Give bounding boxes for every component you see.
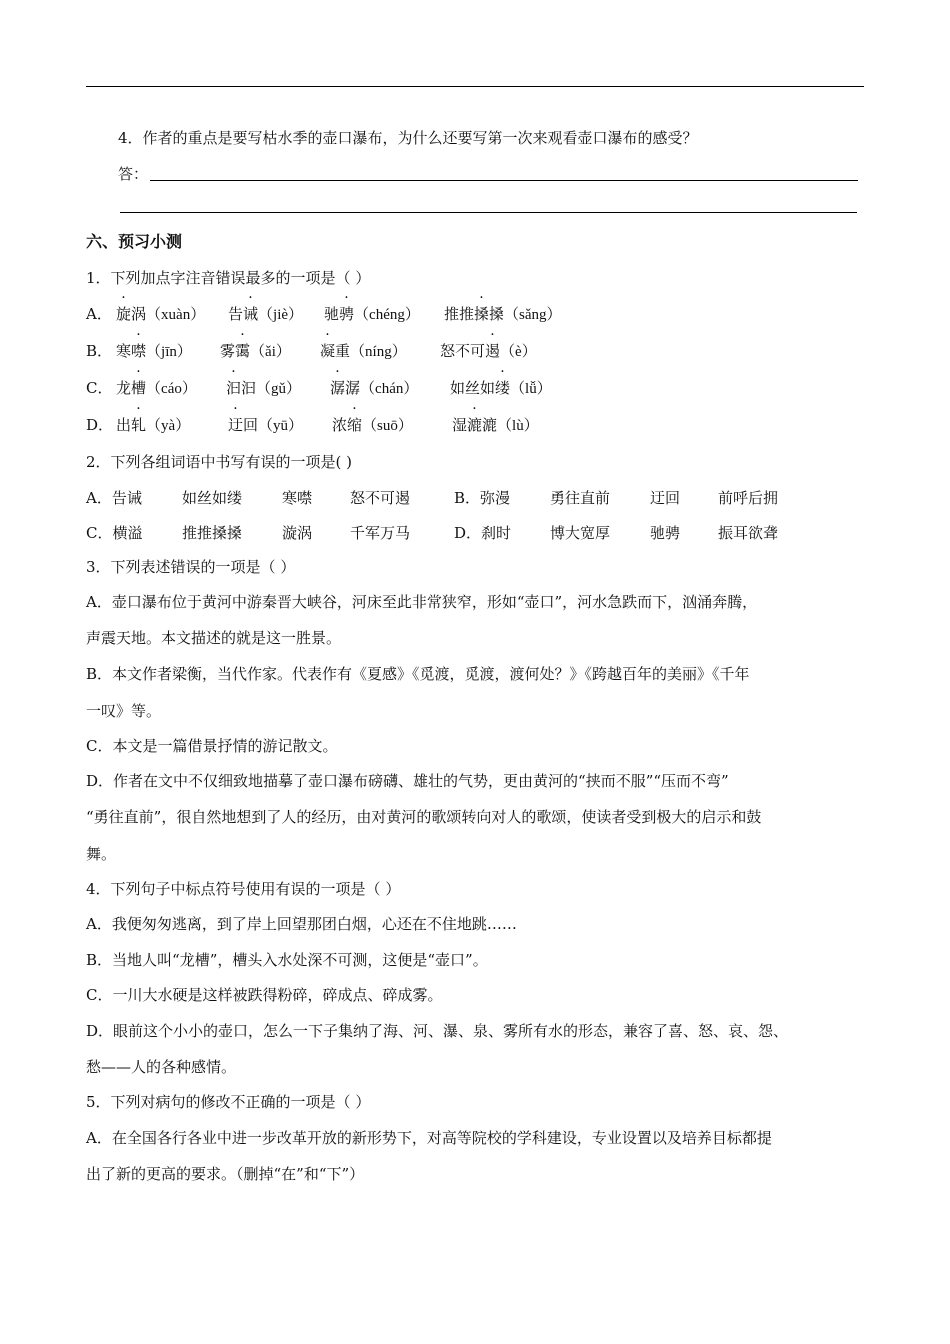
dotted-char: 旋 bbox=[116, 305, 132, 323]
q1-option-b-word: 怒不可遏（è） bbox=[440, 342, 537, 360]
answer-line-2[interactable] bbox=[120, 212, 857, 213]
q3-option-b-line1: B．本文作者梁衡，当代作家。代表作有《夏感》《觅渡，觅渡，渡何处？》《跨越百年的美丽》《千年 bbox=[86, 665, 750, 683]
q2-option-c-word: 推推搡搡 bbox=[182, 524, 243, 542]
q5-option-a-line2: 出了新的更高的要求。（删掉“在”和“下”） bbox=[86, 1165, 365, 1183]
q2-option-b-word: 前呼后拥 bbox=[718, 489, 779, 507]
pinyin: （jīn） bbox=[146, 344, 192, 360]
q1-option-c-word: 潺潺（chán） bbox=[330, 379, 419, 397]
q1-option-b-label: B． bbox=[86, 342, 113, 360]
section-title: 六、预习小测 bbox=[86, 232, 183, 251]
q1-option-a-word: 旋涡（xuàn） bbox=[116, 305, 206, 323]
q4-option-c: C．一川大水硬是这样被跌得粉碎，碎成点、碎成雾。 bbox=[86, 986, 443, 1004]
q1-stem: 1．下列加点字注音错误最多的一项是（ ） bbox=[86, 269, 371, 287]
pinyin: （lù） bbox=[497, 418, 539, 434]
q2-option-d-word: 驰骋 bbox=[650, 524, 681, 542]
dotted-char: 漉 bbox=[467, 416, 483, 434]
q1-option-a-word: 推推搡搡（sǎng） bbox=[444, 305, 562, 323]
q3-option-d-line1: D．作者在文中不仅细致地描摹了壶口瀑布磅礴、雄壮的气势，更由黄河的“挟而不服”“压而不弯” bbox=[86, 772, 729, 790]
pinyin: （chán） bbox=[360, 381, 419, 397]
pinyin: （yū） bbox=[258, 418, 304, 434]
q3-stem: 3．下列表述错误的一项是（ ） bbox=[86, 558, 296, 576]
pinyin: （níng） bbox=[350, 344, 407, 360]
q1-option-c-label: C． bbox=[86, 379, 113, 397]
q3-option-b-line2: 一叹》等。 bbox=[86, 702, 162, 720]
dotted-char: 槽 bbox=[131, 379, 147, 397]
q5-option-a-line1: A．在全国各行各业中进一步改革开放的新形势下，对高等院校的学科建设，专业设置以及培养目标都提 bbox=[86, 1129, 772, 1147]
dotted-char: 霭 bbox=[235, 342, 251, 360]
dotted-char: 噤 bbox=[131, 342, 147, 360]
pinyin: （ǎi） bbox=[250, 344, 291, 360]
pinyin: （jiè） bbox=[258, 307, 304, 323]
q4-option-d-line1: D．眼前这个小小的壶口，怎么一下子集纳了海、河、瀑、泉、雾所有水的形态，兼容了喜、怒、哀、怨、 bbox=[86, 1022, 789, 1040]
question-4-prev: 4．作者的重点是要写枯水季的壶口瀑布，为什么还要写第一次来观看壶口瀑布的感受？ bbox=[118, 129, 698, 147]
q2-option-c-word: 千军万马 bbox=[350, 524, 411, 542]
q1-option-d-word: 浓缩（suō） bbox=[332, 416, 413, 434]
pinyin: （gǔ） bbox=[256, 381, 302, 397]
q2-option-d-word: 振耳欲聋 bbox=[718, 524, 779, 542]
q5-stem: 5．下列对病句的修改不正确的一项是（ ） bbox=[86, 1093, 371, 1111]
q2-option-d-word: D．刹时 bbox=[454, 524, 512, 542]
dotted-char: 遏 bbox=[485, 342, 501, 360]
q1-option-d-word: 湿漉漉（lù） bbox=[452, 416, 539, 434]
dotted-char: 汩 bbox=[226, 379, 242, 397]
q1-option-b-word: 寒噤（jīn） bbox=[116, 342, 192, 360]
q3-option-d-line3: 舞。 bbox=[86, 845, 117, 863]
pinyin: （xuàn） bbox=[146, 307, 206, 323]
dotted-char: 迂 bbox=[228, 416, 244, 434]
q2-option-a-word: 寒噤 bbox=[282, 489, 313, 507]
q1-option-d-word: 迂回（yū） bbox=[228, 416, 304, 434]
q1-option-a-word: 告诫（jiè） bbox=[228, 305, 304, 323]
q4-option-d-line2: 愁——人的各种感情。 bbox=[86, 1058, 237, 1076]
q3-option-a-line1: A．壶口瀑布位于黄河中游秦晋大峡谷，河床至此非常狭窄，形如“壶口”，河水急跌而下，汹涌奔腾， bbox=[86, 593, 758, 611]
q2-option-a-word: A．告诫 bbox=[86, 489, 142, 507]
dotted-char: 凝 bbox=[320, 342, 336, 360]
q1-option-d-label: D． bbox=[86, 416, 114, 434]
q2-option-b-word: 迂回 bbox=[650, 489, 681, 507]
answer-label: 答： bbox=[118, 165, 149, 183]
q3-option-d-line2: “勇往直前”，很自然地想到了人的经历，由对黄河的歌颂转向对人的歌颂，使读者受到极大的启示和鼓 bbox=[86, 808, 762, 826]
q2-option-c-word: C．横溢 bbox=[86, 524, 143, 542]
pinyin: （sǎng） bbox=[504, 307, 562, 323]
q1-option-c-word: 如丝如缕（lǚ） bbox=[450, 379, 552, 397]
q2-option-c-word: 漩涡 bbox=[282, 524, 313, 542]
pinyin: （yà） bbox=[146, 418, 191, 434]
q1-option-a-word: 驰骋（chéng） bbox=[324, 305, 420, 323]
q1-option-c-word: 汩汩（gǔ） bbox=[226, 379, 302, 397]
q4-option-b: B．当地人叫“龙槽”，槽头入水处深不可测，这便是“壶口”。 bbox=[86, 951, 488, 969]
dotted-char: 潺 bbox=[330, 379, 346, 397]
pinyin: （è） bbox=[500, 344, 537, 360]
pinyin: （suō） bbox=[362, 418, 413, 434]
answer-line-1[interactable] bbox=[150, 180, 858, 181]
q2-stem: 2．下列各组词语中书写有误的一项是( ) bbox=[86, 453, 353, 471]
pinyin: （chéng） bbox=[354, 307, 420, 323]
q2-option-b-word: B．弥漫 bbox=[454, 489, 511, 507]
dotted-char: 缕 bbox=[495, 379, 511, 397]
q2-option-b-word: 勇往直前 bbox=[550, 489, 611, 507]
q2-option-a-word: 如丝如缕 bbox=[182, 489, 243, 507]
q2-option-a-word: 怒不可遏 bbox=[350, 489, 411, 507]
q4-stem: 4．下列句子中标点符号使用有误的一项是（ ） bbox=[86, 880, 401, 898]
q1-option-b-word: 凝重（níng） bbox=[320, 342, 407, 360]
dotted-char: 轧 bbox=[131, 416, 147, 434]
q1-option-c-word: 龙槽（cáo） bbox=[116, 379, 197, 397]
pinyin: （lǚ） bbox=[510, 381, 552, 397]
q1-option-d-word: 出轧（yà） bbox=[116, 416, 191, 434]
header-rule bbox=[86, 86, 864, 87]
dotted-char: 诫 bbox=[243, 305, 259, 323]
dotted-char: 骋 bbox=[339, 305, 355, 323]
pinyin: （cáo） bbox=[146, 381, 197, 397]
q3-option-a-line2: 声震天地。本文描述的就是这一胜景。 bbox=[86, 629, 342, 647]
q1-option-a-label: A． bbox=[86, 305, 112, 323]
q2-option-d-word: 博大宽厚 bbox=[550, 524, 611, 542]
q3-option-c: C．本文是一篇借景抒情的游记散文。 bbox=[86, 737, 338, 755]
dotted-char: 缩 bbox=[347, 416, 363, 434]
q4-option-a: A．我便匆匆逃离，到了岸上回望那团白烟，心还在不住地跳…… bbox=[86, 915, 517, 933]
dotted-char: 搡 bbox=[474, 305, 490, 323]
q1-option-b-word: 雾霭（ǎi） bbox=[220, 342, 291, 360]
